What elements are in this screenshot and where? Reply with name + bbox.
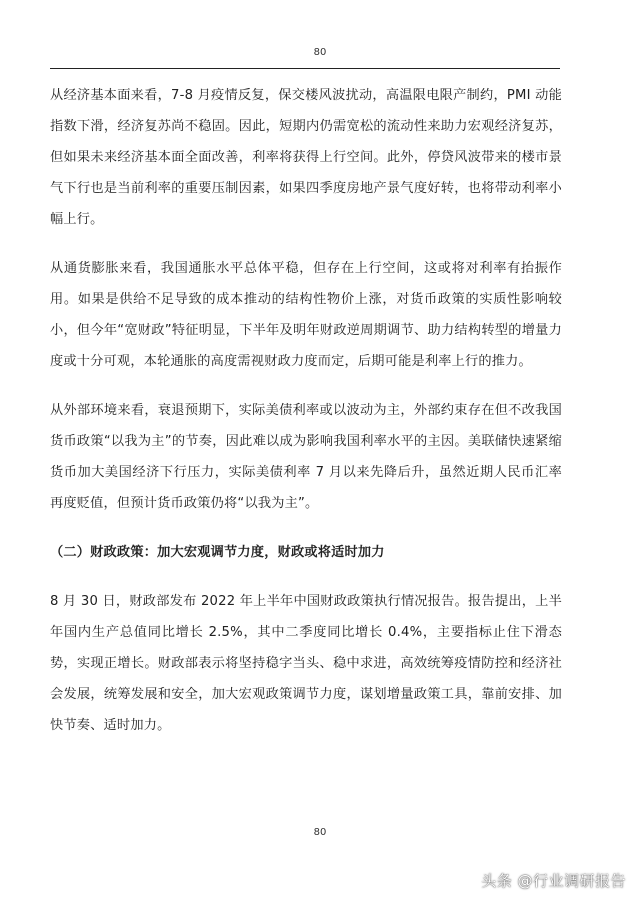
- header-page-number: 80: [313, 47, 327, 58]
- section-heading-fiscal: （二）财政政策：加大宏观调节力度，财政或将适时加力: [50, 545, 385, 560]
- paragraph-inflation: 从通货膨胀来看，我国通胀水平总体平稳，但存在上行空间，这或将对利率有抬振作用。如果是供给不足导致的成本推动的结构性物价上涨，对货币政策的实质性影响较小，但今年“宽财政”特征明显，下半年及明年财政逆周期调节、助力结构转型的增量力度或十分可观，本轮通胀的高度需视财政力度而定，后期可能是利率上行的推力。: [50, 261, 562, 369]
- footer-page-number: 80: [313, 827, 327, 838]
- paragraph-economy: 从经济基本面来看，7-8 月疫情反复，保交楼风波扰动，高温限电限产制约，PMI 动能指数下滑，经济复苏尚不稳固。因此，短期内仍需宽松的流动性来助力宏观经济复苏，但如果未来经济基本面全面改善，利率将获得上行空间。此外，停贷风波带来的楼市景气下行也是当前利率的重要压制因素，如果四季度房地产景气度好转，也将带动利率小幅上行。: [50, 88, 562, 227]
- header-rule: [50, 68, 560, 69]
- document-body: [50, 80, 562, 759]
- paragraph-fiscal: 8 月 30 日，财政部发布 2022 年上半年中国财政政策执行情况报告。报告提出，上半年国内生产总值同比增长 2.5%，其中二季度同比增长 0.4%，主要指标止住下滑态势，实现正增长。财政部表示将坚持稳字当头、稳中求进，高效统筹疫情防控和经济社会发展，统筹发展和安全，加大宏观政策调节力度，谋划增量政策工具，靠前安排、加快节奏、适时加力。: [50, 594, 562, 733]
- paragraph-external: 从外部环境来看，衰退预期下，实际美债利率或以波动为主，外部约束存在但不改我国货币政策“以我为主”的节奏，因此难以成为影响我国利率水平的主因。美联储快速紧缩货币加大美国经济下行压力，实际美债利率 7 月以来先降后升，虽然近期人民币汇率再度贬值，但预计货币政策仍将“以我为主”。: [50, 403, 562, 511]
- watermark: 头条 @行业调研报告: [481, 872, 626, 890]
